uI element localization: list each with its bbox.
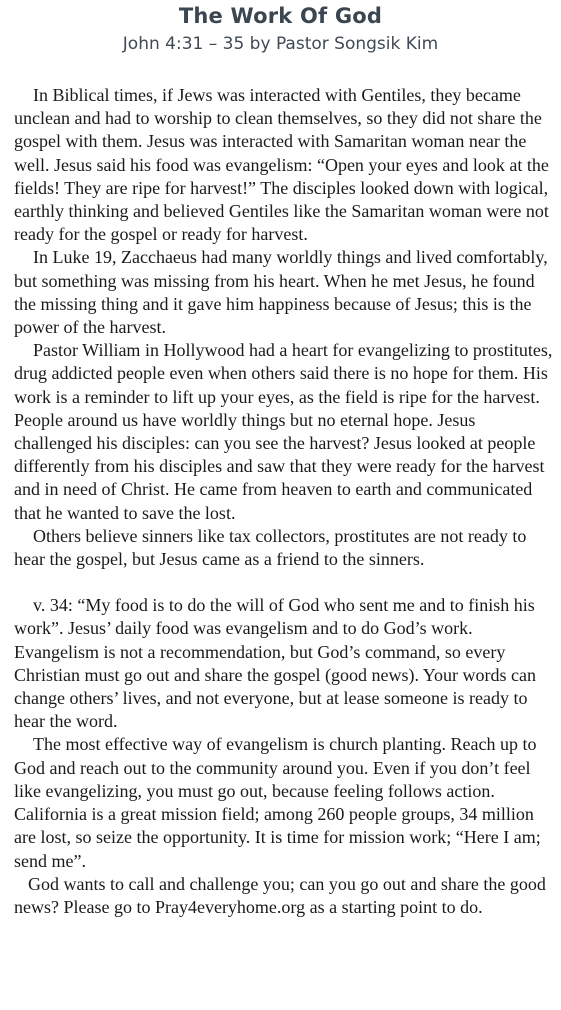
section-divider: [14, 571, 555, 594]
paragraph: The most effective way of evangelism is church planting. Reach up to God and reach out to the community around you. Even if you don’t feel like evangelizing, you must go out, because feeling follows action. California is a great mission field; among 260 people groups, 34 million are lost, so seize the opportunity. It is time for mission work; “Here I am; send me”.: [14, 734, 541, 871]
paragraph: In Biblical times, if Jews was interacted with Gentiles, they became unclean and had to worship to clean themselves, so they did not share the gospel with them. Jesus was interacted with Samaritan woman near the well. Jesus said his food was evangelism: “Open your eyes and look at the fields! They are ripe for harvest!” The disciples looked down with logical, earthly thinking and believed Gentiles like the Samaritan woman were not ready for the gospel or ready for harvest.: [14, 85, 549, 245]
sermon-body: [14, 84, 555, 919]
paragraph: In Luke 19, Zacchaeus had many worldly things and lived comfortably, but something was missing from his heart. When he met Jesus, he found the missing thing and it gave him happiness because of Jesus; this is the power of the harvest.: [14, 247, 548, 338]
paragraph: Pastor William in Hollywood had a heart for evangelizing to prostitutes, drug addicted people even when others said there is no hope for them. His work is a reminder to lift up your eyes, as the field is ripe for the harvest. People around us have worldly things but no eternal hope. Jesus challenged his disciples: can you see the harvest? Jesus looked at people differently from his disciples and saw that they were ready for the harvest and in need of Christ. He came from heaven to earth and communicated that he wanted to save the lost.: [14, 340, 553, 523]
paragraph: God wants to call and challenge you; can you go out and share the good news? Please go to Pray4everyhome.org as a starting point to do.: [14, 873, 546, 917]
paragraph: v. 34: “My food is to do the will of God who sent me and to finish his work”. Jesus’ daily food was evangelism and to do God’s work. Evangelism is not a recommendation, but God’s command, so every Christian must go out and share the gospel (good news). Your words can change others’ lives, and not everyone, but at lease someone is ready to hear the word.: [14, 595, 536, 732]
sermon-title: The Work Of God: [178, 4, 383, 28]
paragraph: Others believe sinners like tax collectors, prostitutes are not ready to hear the gospel, but Jesus came as a friend to the sinners.: [14, 525, 527, 570]
sermon-subtitle: John 4:31 – 35 by Pastor Songsik Kim: [122, 34, 439, 54]
